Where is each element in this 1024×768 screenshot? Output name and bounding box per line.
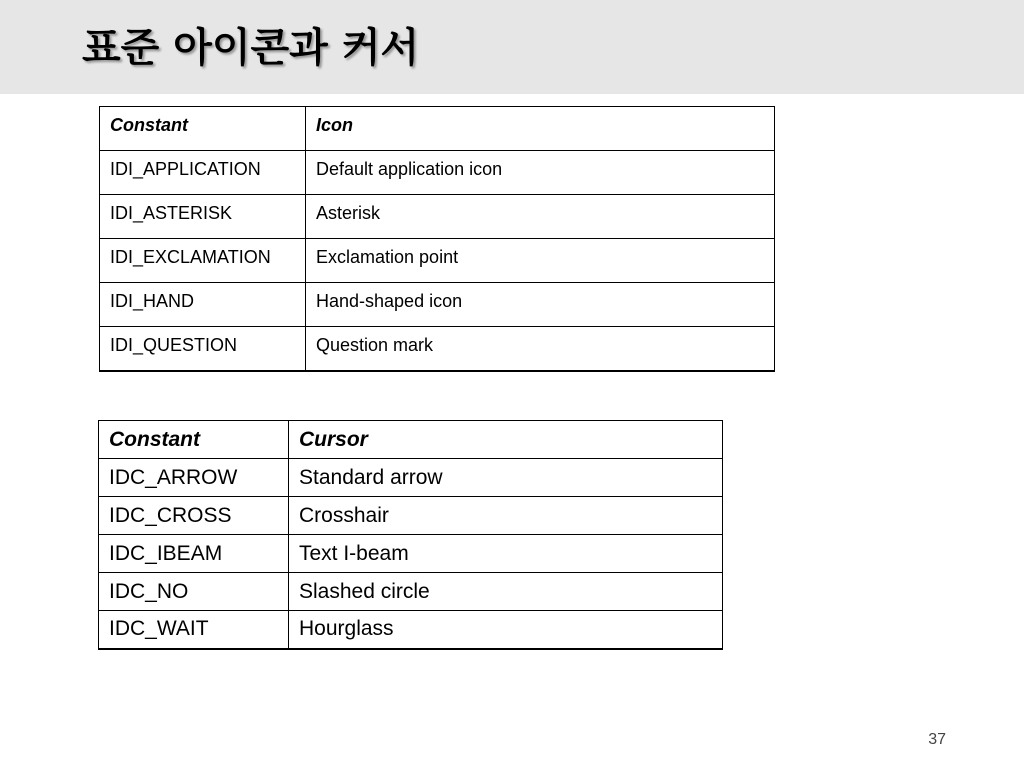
constant-cell: IDI_QUESTION [100,327,306,371]
table-row [100,151,775,195]
icon-constants-table [99,106,775,372]
table-row [100,283,775,327]
table-row [99,611,723,649]
description-cell: Slashed circle [289,573,723,611]
column-header-constant: Constant [99,421,289,459]
table-row [99,573,723,611]
constant-cell: IDI_ASTERISK [100,195,306,239]
description-cell: Default application icon [306,151,775,195]
table-header-row [99,421,723,459]
description-cell: Hourglass [289,611,723,649]
constant-cell: IDI_EXCLAMATION [100,239,306,283]
constant-cell: IDI_APPLICATION [100,151,306,195]
table-row [100,327,775,371]
table-row [100,239,775,283]
column-header-icon: Icon [306,107,775,151]
constant-cell: IDC_WAIT [99,611,289,649]
table-row [99,535,723,573]
constant-cell: IDC_NO [99,573,289,611]
description-cell: Hand-shaped icon [306,283,775,327]
description-cell: Standard arrow [289,459,723,497]
constant-cell: IDC_IBEAM [99,535,289,573]
column-header-constant: Constant [100,107,306,151]
description-cell: Exclamation point [306,239,775,283]
table-row [99,459,723,497]
page-number: 37 [928,731,946,748]
description-cell: Asterisk [306,195,775,239]
constant-cell: IDI_HAND [100,283,306,327]
description-cell: Question mark [306,327,775,371]
table-row [100,195,775,239]
cursor-constants-table [98,420,723,650]
column-header-cursor: Cursor [289,421,723,459]
constant-cell: IDC_CROSS [99,497,289,535]
description-cell: Crosshair [289,497,723,535]
table-header-row [100,107,775,151]
description-cell: Text I-beam [289,535,723,573]
slide-title: 표준 아이콘과 커서 [82,25,419,71]
constant-cell: IDC_ARROW [99,459,289,497]
table-row [99,497,723,535]
